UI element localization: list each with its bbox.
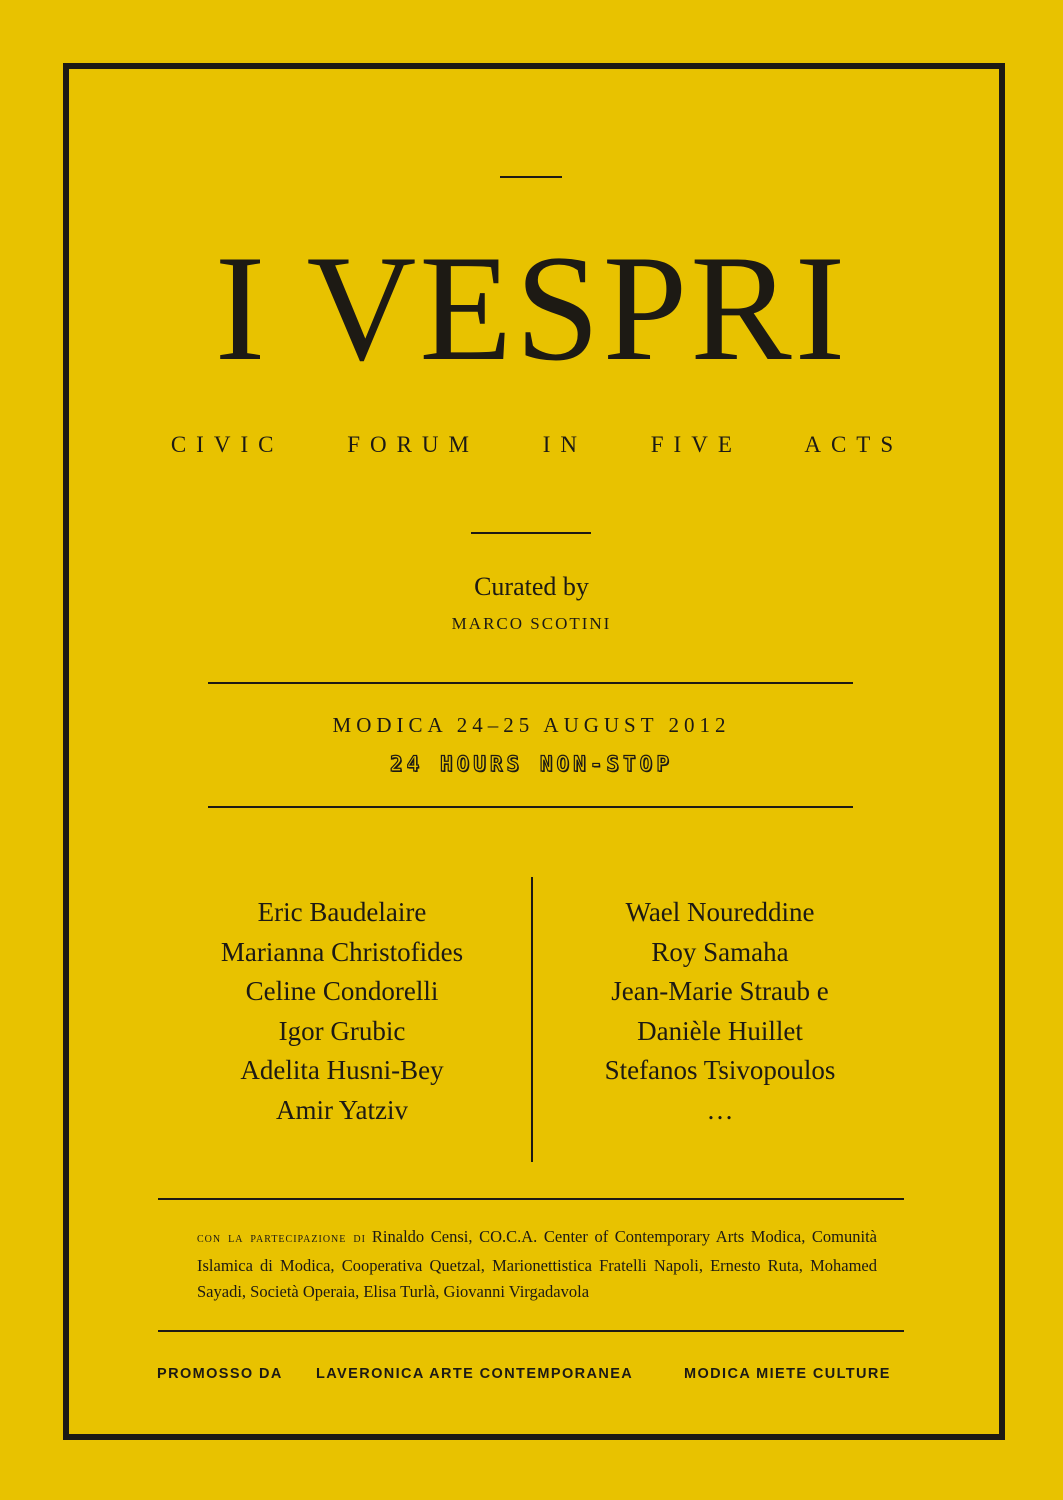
partners-top-rule <box>158 1198 904 1200</box>
artist-name: Amir Yatziv <box>275 1094 408 1125</box>
artist-name: Jean-Marie Straub e <box>611 976 829 1006</box>
artist-name: Danièle Huillet <box>637 1015 803 1046</box>
artists-right-column <box>550 893 890 1130</box>
promoter-laveronica: LAVERONICA ARTE CONTEMPORANEA <box>316 1366 634 1382</box>
promoter-label: PROMOSSO DA <box>157 1366 283 1382</box>
promoter-modica-miete-culture: MODICA MIETE CULTURE <box>684 1366 891 1382</box>
event-dates: MODICA 24–25 AUGUST 2012 <box>332 713 731 737</box>
partners-label: con la partecipazione di <box>197 1231 366 1246</box>
curated-by-label: Curated by <box>474 572 589 601</box>
poster-subtitle: CIVIC FORUM IN FIVE ACTS <box>170 432 904 457</box>
event-duration: 24 HOURS NON-STOP <box>390 752 673 776</box>
artist-name: Stefanos Tsivopoulos <box>604 1055 836 1085</box>
artist-ellipsis: … <box>706 1094 734 1125</box>
artist-name: Marianna Christofides <box>220 936 464 967</box>
artist-name: Wael Noureddine <box>625 897 815 927</box>
artist-name: Igor Grubic <box>278 1015 406 1046</box>
partners-block <box>197 1224 877 1306</box>
artists-left-column <box>172 893 512 1130</box>
partners-list: Rinaldo Censi, CO.C.A. Center of Contemporary Arts Modica, Comunità Islamica di Modica, Cooperativa Quetzal, Marionettistica Fratelli Napoli, Ernesto Ruta, Mohamed Sayadi, Società Operaia, Elisa Turlà, Giovanni Virgadavola <box>197 1227 877 1301</box>
artist-name: Celine Condorelli <box>245 976 439 1006</box>
curator-name: MARCO SCOTINI <box>451 614 612 633</box>
subtitle-rule <box>471 532 591 534</box>
top-short-rule <box>500 176 562 178</box>
dates-top-rule <box>208 682 853 684</box>
artist-name: Eric Baudelaire <box>257 897 427 927</box>
artist-name: Roy Samaha <box>651 936 789 967</box>
artist-name: Adelita Husni-Bey <box>240 1055 444 1085</box>
partners-bottom-rule <box>158 1330 904 1332</box>
poster-title: I VESPRI <box>214 224 849 392</box>
dates-bottom-rule <box>208 806 853 808</box>
artists-divider <box>531 877 533 1162</box>
